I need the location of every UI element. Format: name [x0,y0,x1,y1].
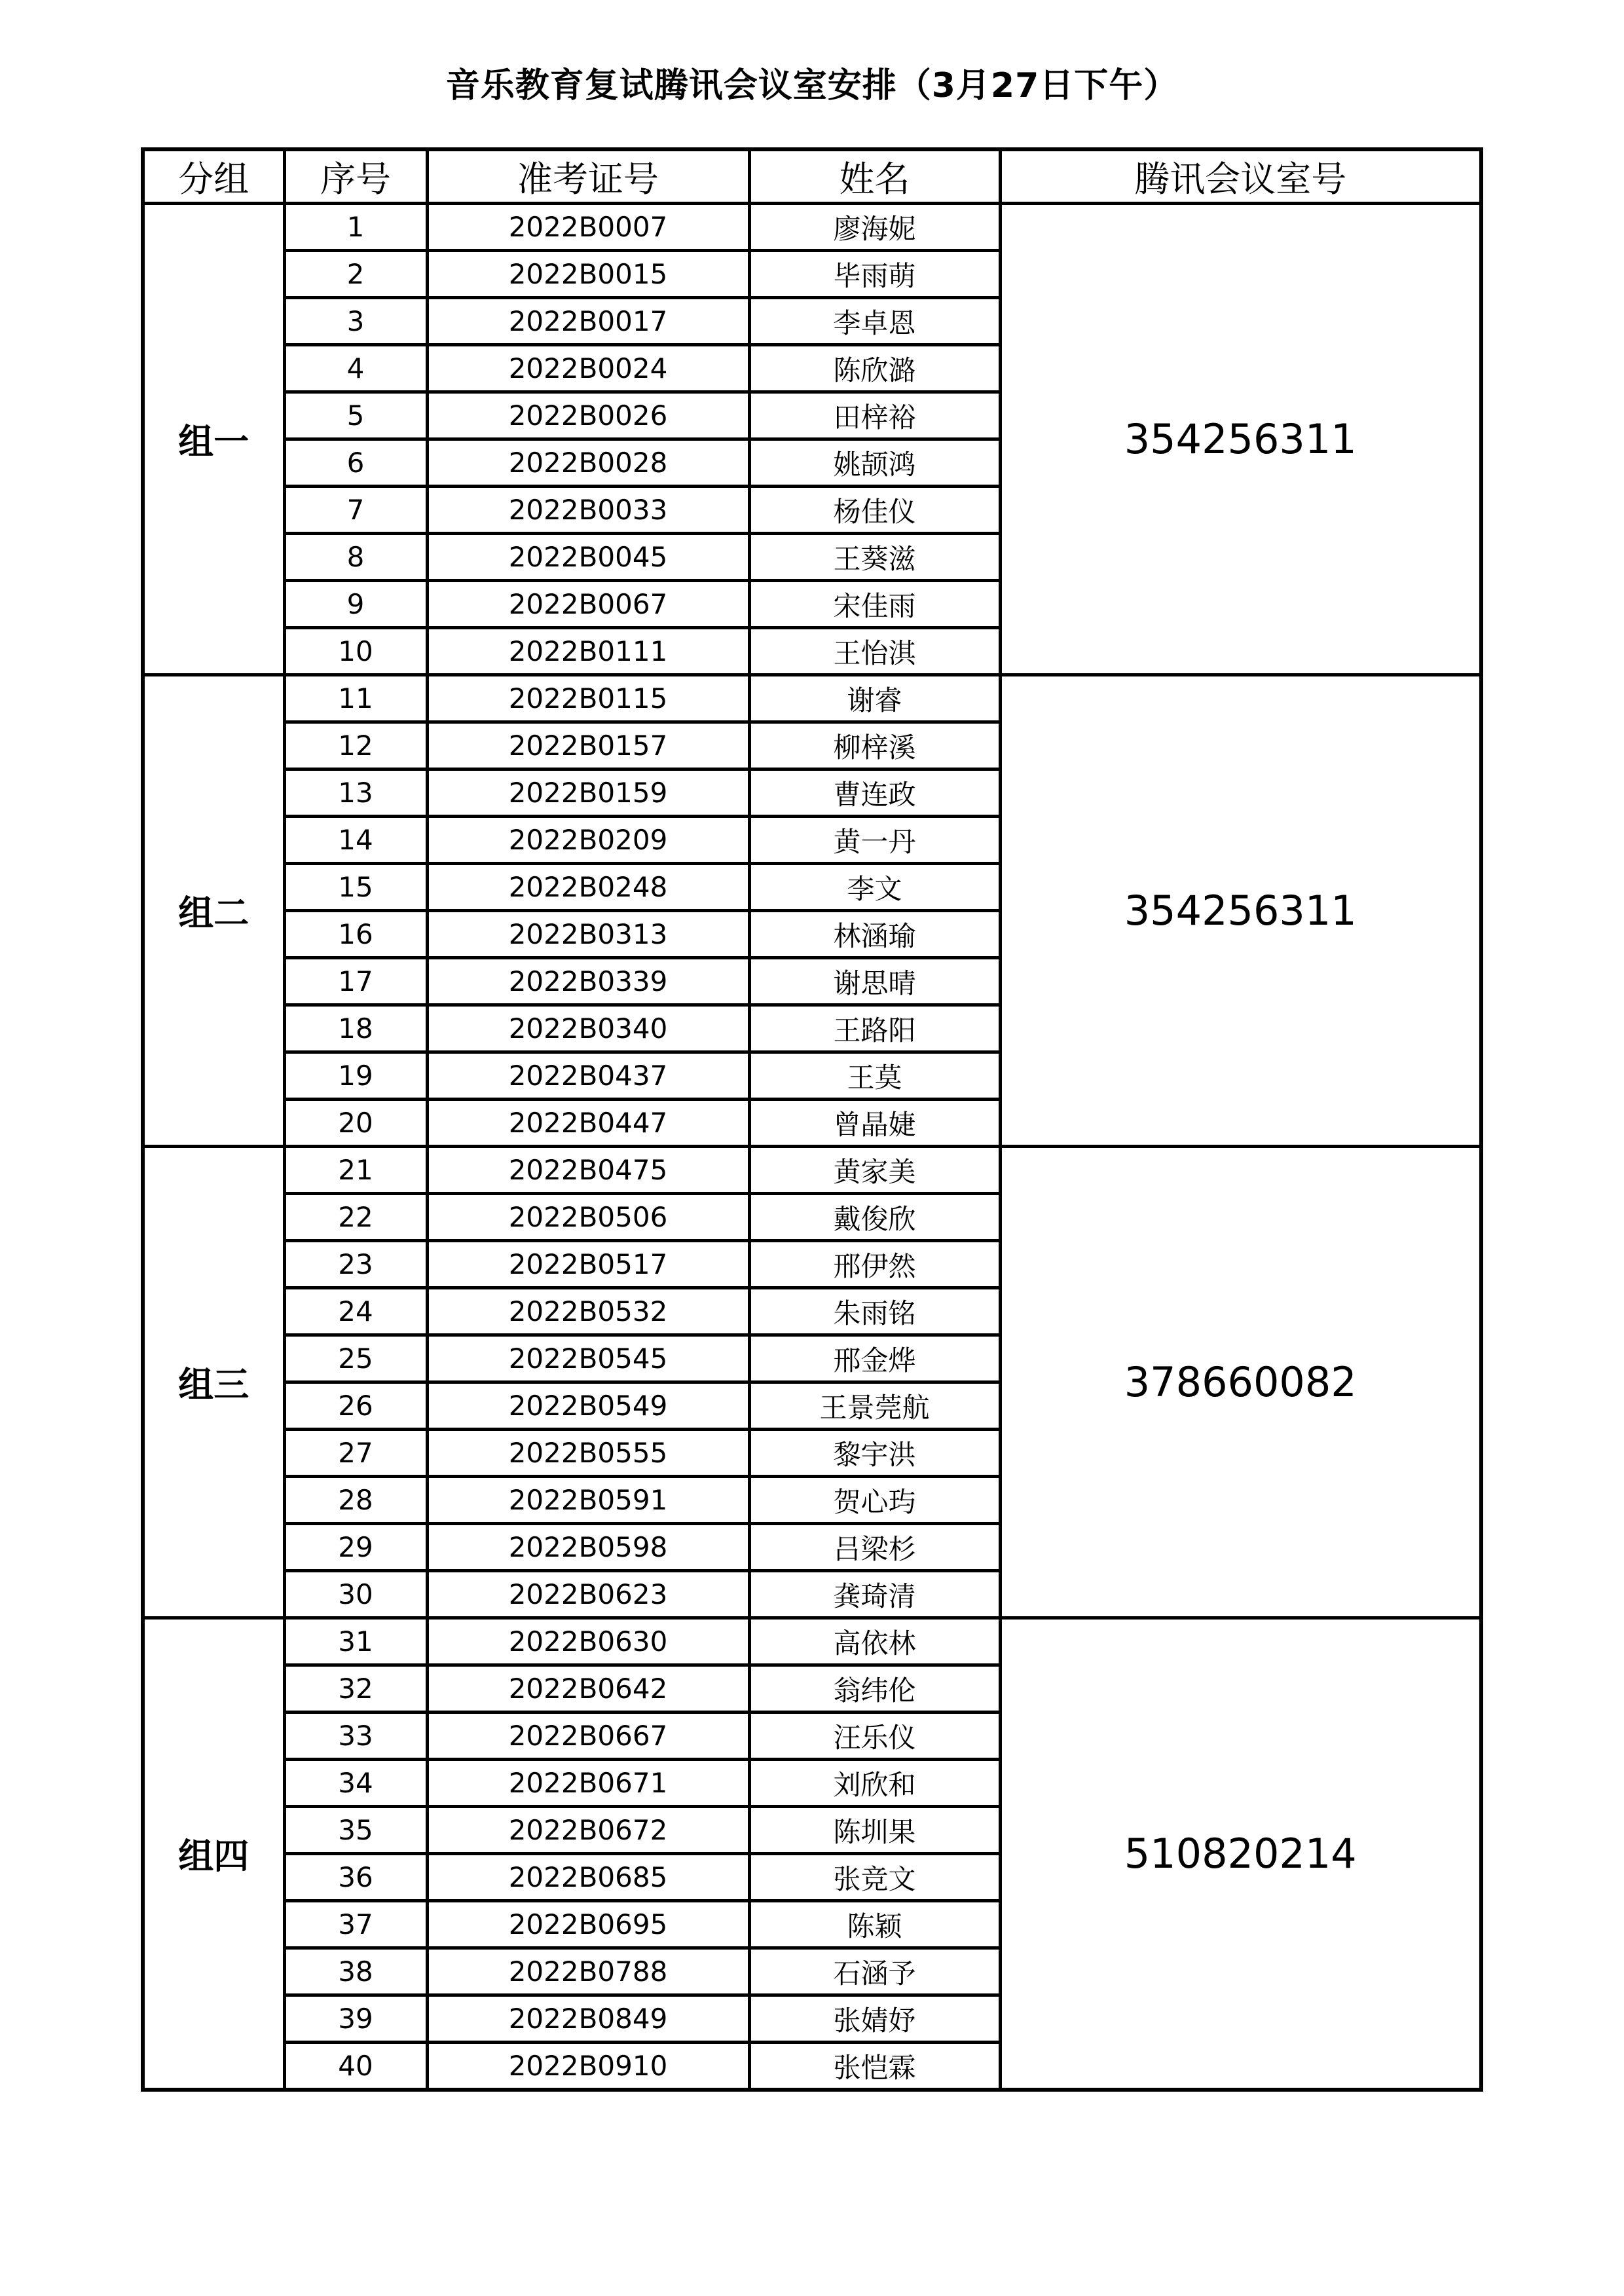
exam-id-cell: 2022B0591 [427,1477,749,1524]
name-cell: 廖海妮 [749,204,1000,251]
exam-id-cell: 2022B0788 [427,1948,749,1995]
group-label: 组二 [143,675,284,1147]
table-row [143,675,1481,722]
table-row [143,1147,1481,1194]
seq-cell: 40 [284,2043,427,2090]
seq-cell: 26 [284,1382,427,1430]
table-row [143,204,1481,251]
name-cell: 张恺霖 [749,2043,1000,2090]
header-seq: 序号 [284,149,427,204]
exam-id-cell: 2022B0007 [427,204,749,251]
name-cell: 陈圳果 [749,1807,1000,1854]
name-cell: 王莫 [749,1052,1000,1100]
exam-id-cell: 2022B0313 [427,911,749,958]
meeting-room-number: 354256311 [1000,675,1481,1147]
name-cell: 张竞文 [749,1854,1000,1901]
name-cell: 毕雨萌 [749,251,1000,298]
name-cell: 曾晶婕 [749,1100,1000,1147]
seq-cell: 3 [284,298,427,345]
seq-cell: 20 [284,1100,427,1147]
name-cell: 谢思晴 [749,958,1000,1005]
seq-cell: 35 [284,1807,427,1854]
seq-cell: 32 [284,1665,427,1713]
header-group: 分组 [143,149,284,204]
seq-cell: 7 [284,487,427,534]
header-exam-id: 准考证号 [427,149,749,204]
exam-id-cell: 2022B0630 [427,1618,749,1665]
name-cell: 翁纬伦 [749,1665,1000,1713]
exam-id-cell: 2022B0159 [427,769,749,817]
name-cell: 王景莞航 [749,1382,1000,1430]
name-cell: 汪乐仪 [749,1713,1000,1760]
seq-cell: 11 [284,675,427,722]
name-cell: 高依林 [749,1618,1000,1665]
seq-cell: 12 [284,722,427,769]
seq-cell: 23 [284,1241,427,1288]
exam-id-cell: 2022B0157 [427,722,749,769]
exam-id-cell: 2022B0685 [427,1854,749,1901]
meeting-room-number: 510820214 [1000,1618,1481,2090]
group-label: 组三 [143,1147,284,1618]
name-cell: 王路阳 [749,1005,1000,1052]
name-cell: 邢金烨 [749,1335,1000,1382]
name-cell: 朱雨铭 [749,1288,1000,1335]
exam-id-cell: 2022B0506 [427,1194,749,1241]
name-cell: 邢伊然 [749,1241,1000,1288]
seq-cell: 37 [284,1901,427,1948]
name-cell: 张婧妤 [749,1995,1000,2043]
name-cell: 黄家美 [749,1147,1000,1194]
exam-id-cell: 2022B0910 [427,2043,749,2090]
name-cell: 杨佳仪 [749,487,1000,534]
name-cell: 贺心玙 [749,1477,1000,1524]
exam-id-cell: 2022B0695 [427,1901,749,1948]
name-cell: 李卓恩 [749,298,1000,345]
exam-id-cell: 2022B0545 [427,1335,749,1382]
exam-id-cell: 2022B0026 [427,392,749,439]
schedule-body [143,204,1481,2090]
name-cell: 陈颖 [749,1901,1000,1948]
meeting-room-number: 378660082 [1000,1147,1481,1618]
name-cell: 宋佳雨 [749,581,1000,628]
name-cell: 林涵瑜 [749,911,1000,958]
name-cell: 刘欣和 [749,1760,1000,1807]
header-row [143,149,1481,204]
seq-cell: 28 [284,1477,427,1524]
seq-cell: 31 [284,1618,427,1665]
group-label: 组一 [143,204,284,675]
seq-cell: 33 [284,1713,427,1760]
exam-id-cell: 2022B0015 [427,251,749,298]
exam-id-cell: 2022B0017 [427,298,749,345]
exam-id-cell: 2022B0111 [427,628,749,675]
schedule-table [141,147,1483,2092]
exam-id-cell: 2022B0028 [427,439,749,487]
name-cell: 王怡淇 [749,628,1000,675]
seq-cell: 29 [284,1524,427,1571]
name-cell: 戴俊欣 [749,1194,1000,1241]
exam-id-cell: 2022B0209 [427,817,749,864]
exam-id-cell: 2022B0475 [427,1147,749,1194]
page-title: 音乐教育复试腾讯会议室安排（3月27日下午） [445,66,1179,105]
exam-id-cell: 2022B0672 [427,1807,749,1854]
name-cell: 黎宇洪 [749,1430,1000,1477]
seq-cell: 17 [284,958,427,1005]
header-room: 腾讯会议室号 [1000,149,1481,204]
seq-cell: 8 [284,534,427,581]
exam-id-cell: 2022B0045 [427,534,749,581]
exam-id-cell: 2022B0339 [427,958,749,1005]
seq-cell: 6 [284,439,427,487]
seq-cell: 19 [284,1052,427,1100]
exam-id-cell: 2022B0532 [427,1288,749,1335]
seq-cell: 39 [284,1995,427,2043]
exam-id-cell: 2022B0033 [427,487,749,534]
seq-cell: 10 [284,628,427,675]
name-cell: 柳梓溪 [749,722,1000,769]
exam-id-cell: 2022B0623 [427,1571,749,1618]
header-name: 姓名 [749,149,1000,204]
exam-id-cell: 2022B0642 [427,1665,749,1713]
name-cell: 田梓裕 [749,392,1000,439]
seq-cell: 30 [284,1571,427,1618]
seq-cell: 22 [284,1194,427,1241]
name-cell: 王葵滋 [749,534,1000,581]
seq-cell: 24 [284,1288,427,1335]
exam-id-cell: 2022B0447 [427,1100,749,1147]
group-label: 组四 [143,1618,284,2090]
exam-id-cell: 2022B0115 [427,675,749,722]
name-cell: 谢睿 [749,675,1000,722]
exam-id-cell: 2022B0555 [427,1430,749,1477]
exam-id-cell: 2022B0024 [427,345,749,392]
exam-id-cell: 2022B0549 [427,1382,749,1430]
seq-cell: 38 [284,1948,427,1995]
exam-id-cell: 2022B0067 [427,581,749,628]
name-cell: 姚颉鸿 [749,439,1000,487]
seq-cell: 1 [284,204,427,251]
name-cell: 曹连政 [749,769,1000,817]
seq-cell: 21 [284,1147,427,1194]
seq-cell: 27 [284,1430,427,1477]
seq-cell: 2 [284,251,427,298]
name-cell: 李文 [749,864,1000,911]
table-row [143,1618,1481,1665]
exam-id-cell: 2022B0667 [427,1713,749,1760]
seq-cell: 36 [284,1854,427,1901]
name-cell: 黄一丹 [749,817,1000,864]
exam-id-cell: 2022B0671 [427,1760,749,1807]
seq-cell: 5 [284,392,427,439]
name-cell: 龚琦清 [749,1571,1000,1618]
exam-id-cell: 2022B0517 [427,1241,749,1288]
name-cell: 吕梁杉 [749,1524,1000,1571]
seq-cell: 25 [284,1335,427,1382]
seq-cell: 14 [284,817,427,864]
seq-cell: 16 [284,911,427,958]
exam-id-cell: 2022B0340 [427,1005,749,1052]
exam-id-cell: 2022B0248 [427,864,749,911]
seq-cell: 4 [284,345,427,392]
exam-id-cell: 2022B0437 [427,1052,749,1100]
name-cell: 陈欣潞 [749,345,1000,392]
seq-cell: 13 [284,769,427,817]
name-cell: 石涵予 [749,1948,1000,1995]
seq-cell: 34 [284,1760,427,1807]
seq-cell: 18 [284,1005,427,1052]
seq-cell: 9 [284,581,427,628]
meeting-room-number: 354256311 [1000,204,1481,675]
seq-cell: 15 [284,864,427,911]
exam-id-cell: 2022B0849 [427,1995,749,2043]
exam-id-cell: 2022B0598 [427,1524,749,1571]
